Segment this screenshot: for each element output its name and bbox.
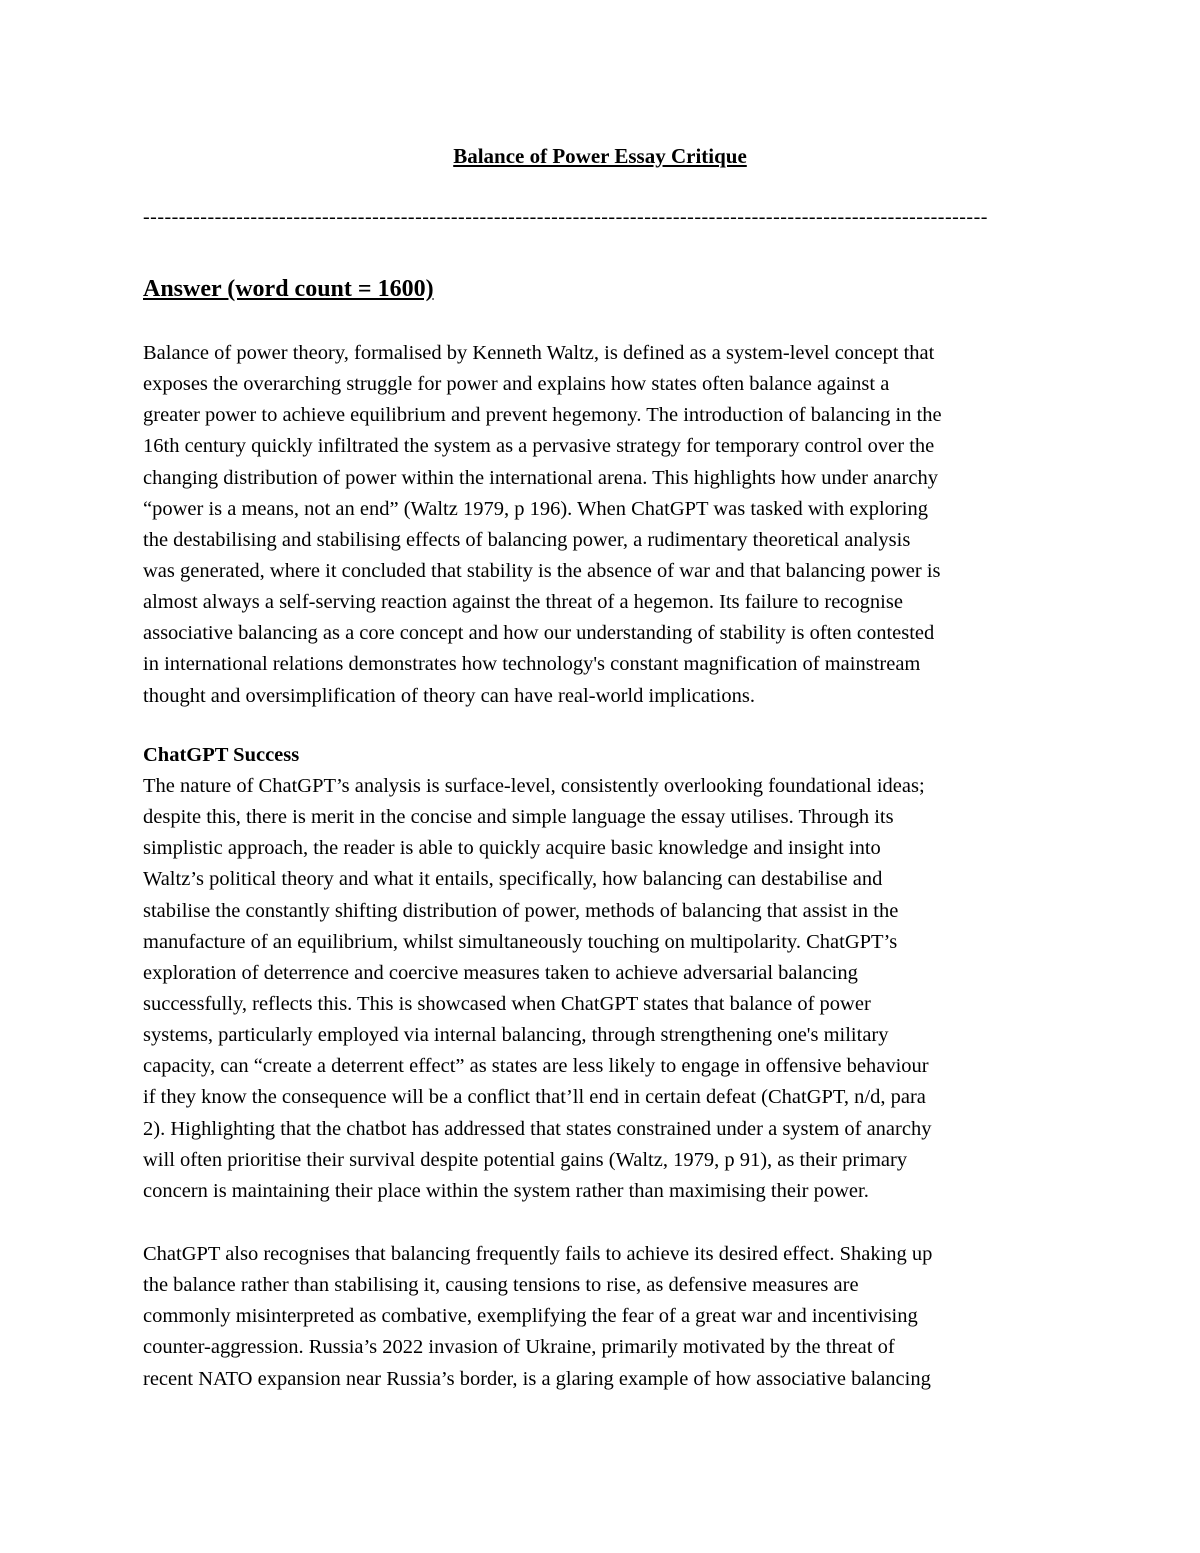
dashed-divider: ---------------------------------------------------------------------------------------------------------------------- xyxy=(143,206,988,228)
paragraph-line: capacity, can “create a deterrent effect” as states are less likely to engage in offensive behaviour xyxy=(143,1055,929,1078)
paragraph-line: stabilise the constantly shifting distribution of power, methods of balancing that assist in the xyxy=(143,899,899,922)
paragraph-line: concern is maintaining their place within the system rather than maximising their power. xyxy=(143,1179,869,1202)
paragraph-line: despite this, there is merit in the concise and simple language the essay utilises. Through its xyxy=(143,806,894,829)
paragraph-line: counter-aggression. Russia’s 2022 invasion of Ukraine, primarily motivated by the threat of xyxy=(143,1336,895,1359)
failure-paragraph xyxy=(143,1239,1073,1395)
intro-paragraph xyxy=(143,338,1073,712)
paragraph-line: will often prioritise their survival despite potential gains (Waltz, 1979, p 91), as their primary xyxy=(143,1148,908,1171)
paragraph-line: simplistic approach, the reader is able to quickly acquire basic knowledge and insight into xyxy=(143,837,881,860)
paragraph-line: greater power to achieve equilibrium and prevent hegemony. The introduction of balancing in the xyxy=(143,404,942,427)
success-paragraph xyxy=(143,771,1073,1207)
paragraph-line: ChatGPT also recognises that balancing frequently fails to achieve its desired effect. Shaking up xyxy=(143,1243,933,1265)
document-title: Balance of Power Essay Critique xyxy=(453,144,747,168)
paragraph-line: manufacture of an equilibrium, whilst simultaneously touching on multipolarity. ChatGPT’s xyxy=(143,930,898,953)
paragraph-line: thought and oversimplification of theory can have real-world implications. xyxy=(143,684,755,707)
paragraph-line: exposes the overarching struggle for power and explains how states often balance against a xyxy=(143,373,890,396)
paragraph-line: changing distribution of power within the international arena. This highlights how under anarchy xyxy=(143,466,938,489)
paragraph-line: exploration of deterrence and coercive measures taken to achieve adversarial balancing xyxy=(143,961,858,984)
answer-heading: Answer (word count = 1600) xyxy=(143,276,434,302)
paragraph-line: systems, particularly employed via internal balancing, through strengthening one's military xyxy=(143,1024,889,1047)
paragraph-line: was generated, where it concluded that stability is the absence of war and that balancing power is xyxy=(143,559,941,582)
paragraph-line: almost always a self-serving reaction against the threat of a hegemon. Its failure to recognise xyxy=(143,591,903,614)
paragraph-line: commonly misinterpreted as combative, exemplifying the fear of a great war and incentivising xyxy=(143,1305,918,1328)
section-heading: ChatGPT Success xyxy=(143,744,300,766)
paragraph-line: recent NATO expansion near Russia’s border, is a glaring example of how associative balancing xyxy=(143,1367,931,1390)
paragraph-line: if they know the consequence will be a conflict that’ll end in certain defeat (ChatGPT, n/d, para xyxy=(143,1086,926,1109)
paragraph-line: 16th century quickly infiltrated the system as a pervasive strategy for temporary control over the xyxy=(143,435,935,458)
paragraph-line: “power is a means, not an end” (Waltz 1979, p 196). When ChatGPT was tasked with exploring xyxy=(143,497,928,520)
paragraph-line: the balance rather than stabilising it, causing tensions to rise, as defensive measures are xyxy=(143,1274,859,1297)
paragraph-line: the destabilising and stabilising effects of balancing power, a rudimentary theoretical analysis xyxy=(143,528,911,551)
paragraph-line: The nature of ChatGPT’s analysis is surface-level, consistently overlooking foundational ideas; xyxy=(143,775,925,797)
paragraph-line: Balance of power theory, formalised by Kenneth Waltz, is defined as a system-level concept that xyxy=(143,342,935,364)
paragraph-line: 2). Highlighting that the chatbot has addressed that states constrained under a system of anarchy xyxy=(143,1117,932,1140)
paragraph-line: associative balancing as a core concept and how our understanding of stability is often contested xyxy=(143,622,935,645)
paragraph-line: successfully, reflects this. This is showcased when ChatGPT states that balance of power xyxy=(143,992,871,1015)
paragraph-line: Waltz’s political theory and what it entails, specifically, how balancing can destabilise and xyxy=(143,868,883,891)
paragraph-line: in international relations demonstrates how technology's constant magnification of mainstream xyxy=(143,653,921,676)
